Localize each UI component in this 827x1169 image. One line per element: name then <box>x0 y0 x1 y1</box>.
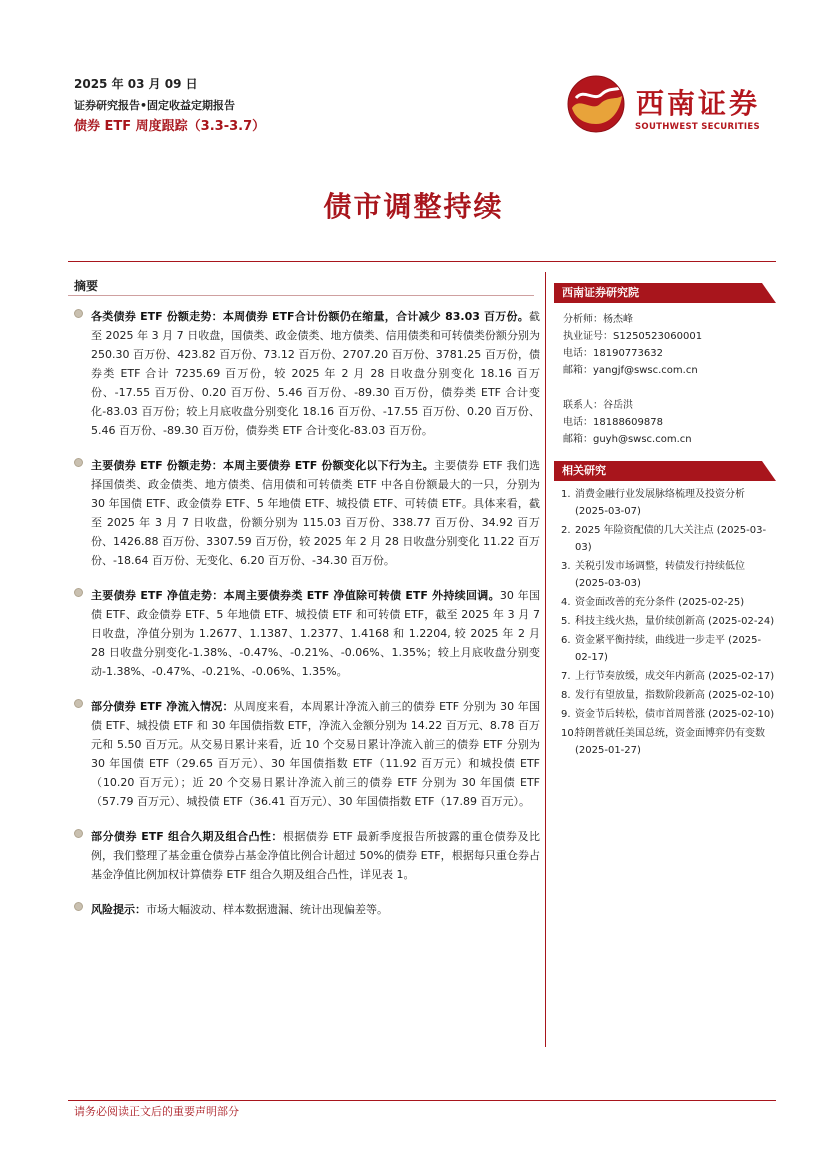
related-header <box>554 461 776 481</box>
bullet-text: 30 年国债 ETF、政金债券 ETF、5 年地债 ETF、城投债 ETF 和可转债 ETF，截至 2025 年 3 月 7 日收盘，净值分别为 1.2677、1.1387、1.2377、1.4168 和 1.2204, 较 2025 年 2 月 28 日收盘分别变化-1.38%、-0.47%、-0.21%、-0.06%、1.35%；较上月底收盘分别变动-1.38%、-0.47%、-0.21%、-0.06%、1.35%。 <box>91 589 540 678</box>
report-date: 2025 年 03 月 09 日 <box>74 77 198 91</box>
bullet-icon <box>74 588 83 597</box>
bullet-nav-trend <box>74 586 540 681</box>
contact-line: 联系人：谷岳洪 <box>563 400 633 411</box>
header-corner <box>762 461 776 481</box>
related-item[interactable]: 7. 上行节奏放缓，成交年内新高 (2025-02-17) <box>561 671 775 682</box>
bullet-net-inflow <box>74 697 540 811</box>
bullet-share-trend <box>74 307 540 440</box>
institute-label: 西南证券研究院 <box>562 286 639 299</box>
related-item[interactable]: 4. 资金面改善的充分条件 (2025-02-25) <box>561 597 745 608</box>
bullet-lead: 部分债券 ETF 净流入情况： <box>91 700 234 713</box>
column-divider <box>545 272 546 1047</box>
related-item[interactable]: 6. 资金紧平衡持续，曲线进一步走平 (2025-02-17) <box>561 635 762 663</box>
bullet-icon <box>74 699 83 708</box>
bullet-lead: 主要债券 ETF 净值走势：本周主要债券类 ETF 净值除可转债 ETF 外持续回调。 <box>91 589 500 602</box>
page-title: 债市调整持续 <box>323 190 504 223</box>
bullet-icon <box>74 458 83 467</box>
company-logo <box>566 72 776 144</box>
report-subtitle: 债券 ETF 周度跟踪（3.3-3.7） <box>74 119 266 134</box>
bullet-lead: 各类债券 ETF 份额走势：本周债券 ETF合计份额仍在缩量，合计减少 83.03 百万份。 <box>91 310 529 323</box>
footer-disclaimer: 请务必阅读正文后的重要声明部分 <box>74 1105 239 1118</box>
bullet-duration <box>74 827 540 884</box>
logo-name-cn: 西南证券 <box>636 87 761 120</box>
bullet-main-share <box>74 456 540 570</box>
contact-email[interactable]: 邮箱：guyh@swsc.com.cn <box>563 434 692 445</box>
analyst-contacts <box>563 311 773 448</box>
contact-spacer <box>563 379 773 397</box>
bullet-text: 从周度来看，本周累计净流入前三的债券 ETF 分别为 30 年国债 ETF、城投债 ETF 和 30 年国债指数 ETF，净流入金额分别为 14.22 百万元、8.78 百万元和 5.50 百万元。从交易日累计来看，近 10 个交易日累计净流入前三的债券 ETF 分别为 30 年国债 ETF（29.65 百万元）、30 年国债指数 ETF（11.92 百万元）和城投债 ETF（10.20 百万元）；近 20 个交易日累计净流入前三的债券 ETF 分别为 30 年国债 ETF（57.79 百万元）、城投债 ETF（36.41 百万元）、30 年国债指数 ETF（17.89 百万元）。 <box>91 700 540 808</box>
related-research-list <box>561 486 775 761</box>
abstract-divider <box>68 295 534 296</box>
bullet-icon <box>74 829 83 838</box>
footer-divider <box>68 1100 776 1101</box>
related-item[interactable]: 3. 关税引发市场调整，转债发行持续低位 (2025-03-03) <box>561 561 745 589</box>
bullet-icon <box>74 902 83 911</box>
related-item[interactable]: 1. 消费金融行业发展脉络梳理及投资分析 (2025-03-07) <box>561 489 745 517</box>
report-type: 证券研究报告•固定收益定期报告 <box>74 99 236 112</box>
logo-name-en: SOUTHWEST SECURITIES <box>635 122 760 132</box>
report-header <box>74 76 265 136</box>
related-label: 相关研究 <box>562 464 606 477</box>
bullet-text: 根据债券 ETF 最新季度报告所披露的重仓债券及比例，我们整理了基金重仓债券占基金净值比例合计超过 50%的债券 ETF，根据每只重仓券占基金净值比例加权计算债券 ETF 组合久期及组合凸性，详见表 1。 <box>91 830 540 881</box>
related-item[interactable]: 2. 2025 年险资配债的几大关注点 (2025-03-03) <box>561 525 767 553</box>
related-item[interactable]: 10. 特朗普就任美国总统，资金面博弈仍有变数 (2025-01-27) <box>561 728 765 756</box>
contact-line: 分析师：杨杰峰 <box>563 314 633 325</box>
abstract-body <box>74 307 540 935</box>
contact-line: 电话：18188609878 <box>563 417 663 428</box>
title-divider <box>68 261 776 262</box>
related-item[interactable]: 9. 资金节后转松，债市首周普涨 (2025-02-10) <box>561 709 775 720</box>
bullet-lead: 风险提示： <box>91 903 146 916</box>
bullet-lead: 主要债券 ETF 份额走势：本周主要债券 ETF 份额变化以下行为主。 <box>91 459 434 472</box>
logo-mark-icon <box>566 74 626 134</box>
bullet-text: 截至 2025 年 3 月 7 日收盘，国债类、政金债类、地方债类、信用债类和可转债类份额分别为 250.30 百万份、423.82 百万份、73.12 百万份、2707.20 百万份、3781.25 百万份，债券类 ETF 合计 7235.69 百万份，较 2025 年 2 月 28 日收盘分别变化 18.16 百万份、-17.55 百万份、0.20 百万份、5.46 百万份、-89.30 百万份，债券类 ETF 合计变化-83.03 百万份；较上月底收盘分别变化 18.16 百万份、-17.55 百万份、0.20 百万份、5.46 百万份、-89.30 百万份，债券类 ETF 合计变化-83.03 百万份。 <box>91 310 540 437</box>
related-item[interactable]: 5. 科技主线火热，量价续创新高 (2025-02-24) <box>561 616 775 627</box>
bullet-risk <box>74 900 540 919</box>
bullet-text: 市场大幅波动、样本数据遗漏、统计出现偏差等。 <box>146 903 388 916</box>
related-item[interactable]: 8. 发行有望放量，指数阶段新高 (2025-02-10) <box>561 690 775 701</box>
bullet-icon <box>74 309 83 318</box>
header-corner <box>762 283 776 303</box>
contact-email[interactable]: 邮箱：yangjf@swsc.com.cn <box>563 365 698 376</box>
institute-header <box>554 283 776 303</box>
contact-line: 执业证号：S1250523060001 <box>563 331 703 342</box>
bullet-text: 主要债券 ETF 我们选择国债类、政金债类、地方债类、信用债和可转债类 ETF 中各自份额最大的一只，分别为 30 年国债 ETF、政金债券 ETF、5 年地债 ETF、城投债 ETF、可转债 ETF。具体来看，截至 2025 年 3 月 7 日收盘，份额分别为 115.03 百万份、338.77 百万份、34.92 百万份、1426.88 百万份、3307.59 百万份，较 2025 年 2 月 28 日收盘分别变化 11.22 百万份、-18.64 百万份、无变化、6.20 百万份、-34.30 百万份。 <box>91 459 540 567</box>
abstract-label: 摘要 <box>74 279 99 293</box>
contact-line: 电话：18190773632 <box>563 348 663 359</box>
bullet-lead: 部分债券 ETF 组合久期及组合凸性： <box>91 830 283 843</box>
